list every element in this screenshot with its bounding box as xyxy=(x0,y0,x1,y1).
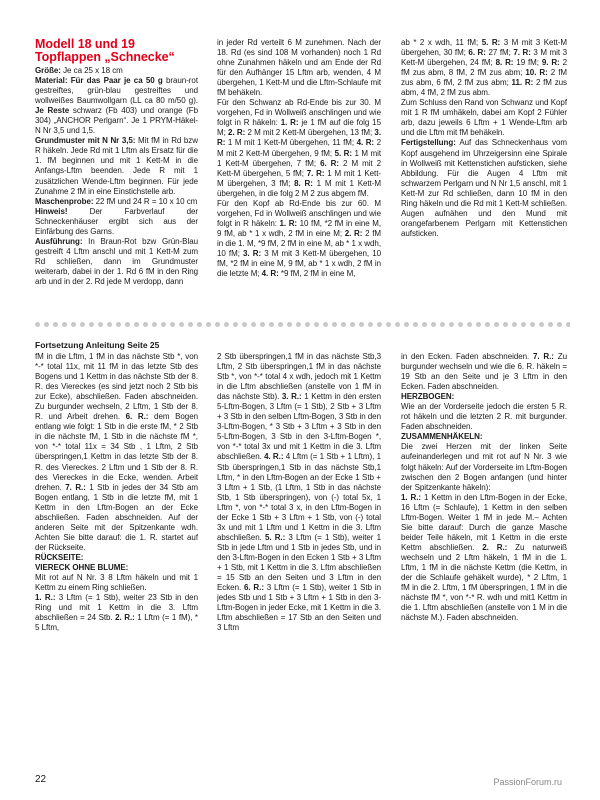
separator-dot xyxy=(530,322,535,327)
separator-dot xyxy=(512,322,517,327)
separator-dot xyxy=(458,322,463,327)
column-text xyxy=(217,38,381,279)
paragraph: Für den Kopf ab Rd-Ende bis zur 60. M vorgehen, Fd in Wollweiß anschlingen und wie folgt in R häkeln: 1. R: 10 fM, *2 fM in eine M, 9 fM, ab * 1 x wdh, 2 fM in eine M; 2. R: 2 fM in die 1. M, *9 fM, 2 fM in eine M, ab * 1 x wdh, 10 fM; 3. R: 3 M mit 3 Kett-M übergehen, 10 fM, *2 fM in eine M, 9 fM, ab * 1 x wdh, 2 fM in die letzte M; 4. R: *9 fM, 2 fM in eine M, xyxy=(217,198,381,279)
paragraph: Mit rot auf N Nr. 3 8 Lftm häkeln und mit 1 Kettm zu einem Ring schließen. xyxy=(35,573,198,593)
separator-dot xyxy=(170,322,175,327)
paragraph: 1. R.: 1 Kettm in den Lftm-Bogen in der Ecke, 16 Lftm (= Schlaufe), 1 Kettm in den selben Lftm-Bogen. Weiter 1 fM in jede M.– Achten Sie bitte darauf: Durch die ganze Masche beider Teile häkeln, mit 1 Kettm in die erste Kettm abschließen. 2. R.: Zu naturweiß wechseln und 2 Lftm häkeln, 1 fM in die 1. Lftm, 1 fM in die nächste Kettm (die Kettm, in der die Schlaufe gehäkelt wurde), * 2 Lftm, 1 fM in die 2. Lftm, 1 fM überspringen, 1 fM in die nächste fM *, von *-* R. wdh und mit1 Kettm in die 1. Lftm abschließen (anstelle von 1 M in die nächste M.). Faden abschneiden. xyxy=(401,492,567,623)
separator-dot xyxy=(332,322,337,327)
separator-dot xyxy=(152,322,157,327)
separator-dot xyxy=(467,322,472,327)
separator-dot xyxy=(368,322,373,327)
paragraph: Hinweis! Der Farbverlauf der Schneckenhäuser ergibt sich aus der Einfärbung des Garns. xyxy=(35,206,198,236)
separator-dot xyxy=(440,322,445,327)
paragraph: Maschenprobe: 22 fM und 24 R = 10 x 10 cm xyxy=(35,196,198,206)
column-text xyxy=(401,38,567,239)
paragraph: Material: Für das Paar je ca 50 g braun-rot gestreiftes, grün-blau gestreiftes und wollweißes Baumwollgarn (LL ca 80 m/50 g). Je Reste schwarz (Fb 403) und orange (Fb 304) „ANCHOR Perlgarn“. Je 1 PRYM-Häkel-N Nr 3,5 und 1,5. xyxy=(35,76,198,136)
separator-dot xyxy=(350,322,355,327)
title-line-1: Modell 18 und 19 xyxy=(35,38,135,51)
paragraph: ab * 2 x wdh, 11 fM; 5. R: 3 M mit 3 Kett-M übergehen, 30 fM; 6. R: 27 fM; 7. R: 3 M mit 3 Kett-M übergehen, 24 fM; 8. R: 19 fM; 9. R: 2 fM zus abm, 8 fM, 2 fM zus abm; 10. R: 2 fM zus abm, 6 fM, 2 fM zus abm; 11. R: 2 fM zus abm, 4 fM, 2 fM zus abm. xyxy=(401,38,567,98)
separator-dot xyxy=(179,322,184,327)
separator-dot xyxy=(251,322,256,327)
separator-dot xyxy=(143,322,148,327)
separator-dot xyxy=(377,322,382,327)
paragraph: Fertigstellung: Auf das Schneckenhaus vom Kopf ausgehend im Uhrzeigersinn eine Spirale in Wollweiß mit Kettenstichen aufsticken, siehe Abbildung. Für die Augen 4 Lftm mit schwarzem Perlgarn und N Nr 1,5 anschl, mit 1 Kett-M zur Rd schließen, dann 10 fM in den Ring häkeln und die Rd mit 1 Kett-M schließen. Augen aufnähen und den Mund mit orangefarbenem Perlgarn mit Kettenstichen aufsticken. xyxy=(401,138,567,238)
separator-dot xyxy=(323,322,328,327)
paragraph: Ausführung: In Braun-Rot bzw Grün-Blau gestreift 4 Lftm anschl und mit 1 Kett-M zum Rd schließen, dann im Grundmuster weiterarb, dabei in der 1. Rd 6 fM in den Ring arb und in der 2. Rd jede M verdopp, dann xyxy=(35,236,198,286)
separator-dot xyxy=(431,322,436,327)
separator-dot xyxy=(476,322,481,327)
separator-dot xyxy=(188,322,193,327)
paragraph: RÜCKSEITE: xyxy=(35,552,84,562)
separator-dot xyxy=(161,322,166,327)
separator-dot xyxy=(287,322,292,327)
separator-dot xyxy=(53,322,58,327)
separator-dot xyxy=(269,322,274,327)
paragraph: VIERECK OHNE BLUME: xyxy=(35,562,129,572)
separator-dot xyxy=(485,322,490,327)
paragraph: fM in die Lftm, 1 fM in das nächste Stb *, von *-* total 11x, mit 11 fM in das letzte Stb des Bogens und 1 Kettm in das nächste Stb der 8. R. des Viereckes (es sind jetzt noch 2 Stb bis zur Ecke), abschließen. Faden abschneiden. Zu burgunder wechseln, 2 Lftm, 1 Stb der 8. R. und Arbeit drehen. 6. R.: dem Bogen entlang wie folgt: 1 Stb in die erste fM, * 2 Stb in die nächste fM, 1 Stb in die nächste fM *, von *-* total 11x = 34 Stb , 1 Lftm, 2 Stb überspringen,1 Kettm in das letzte Stb der 8. R. des Viereckes. 2 Lftm und 1 Stb der 8. R. des Viereckes in die Ecke, wenden. Arbeit drehen. 7. R.: 1 Stb in jedes der 34 Stb am Bogen entlang, 1 Stb in die letzte fM, mit 1 Kettm in den Lftm-Bogen an der Ecke abschließen. Faden abschneiden. Auf der anderen Seite mit der Spitzenkante wdh. Achten Sie bitte darauf: die 1. R. startet auf der Rückseite. xyxy=(35,352,198,552)
model-title xyxy=(35,38,198,63)
separator-dot xyxy=(341,322,346,327)
top-column-3 xyxy=(401,38,567,320)
page-number: 22 xyxy=(35,774,47,785)
continued-heading: Fortsetzung Anleitung Seite 25 xyxy=(35,340,160,350)
separator-dot xyxy=(413,322,418,327)
paragraph: 2 Stb überspringen,1 fM in das nächste Stb,3 Lftm, 2 Stb überspringen,1 fM in das nächste Stb *, von *-* total 4 x wdh, jedoch mit 1 Kettm in die Lftm abschließen (anstelle von 1 fM in das nächste Stb). 3. R.: 1 Kettm in den ersten 5-Lftm-Bogen, 3 Lftm (= 1 Stb), 2 Stb + 3 Lftm + 3 Stb in den selben Lftm-Bogen, 3 Stb in den 3-Lftm-Bogen, * 3 Stb + 3 Lftm + 3 Stb in den 5-Lftm-Bogen, 3 Stb in den 3-Lftm-Bogen *, von *-* total 3x und mit 1 Kettm in die 3. Lftm abschließen. 4. R.: 4 Lftm (= 1 Stb + 1 Lftm), 1 Stb überspringen,1 Stb in das nächste Stb,1 Lftm, * in den Lftm-Bogen an der Ecke 1 Stb + 3 Lftm + 1 Stb, (1 Lftm, 1 Stb in das nächste Stb, 1 Stb überspringen), von (-) total 5x, 1 Lftm *, von *-* total 3 x, in den Lftm-Bogen in der Ecke 1 Stb + 3 Lftm + 1 Stb, von (-) total 3x und mit 1 Lftm und 1 Kettm in die 3. Lftm abschließen. 5. R.: 3 Lftm (= 1 Stb), weiter 1 Stb in jede Lftm und 1 Stb in jedes Stb, und in den 3-Lftm-Bogen in den Ecken 1 Stb + 3 Lftm + 1 Stb, mit 1 Kettm in die 3. Lftm abschließen = 15 Stb an den Seiten und 3 Lftm in den Ecken. 6. R.: 3 Lftm (= 1 Stb), weiter 1 Stb in jedes Stb und 1 Stb + 3 Lftm + 1 Stb in den 3-Lftm-Bogen in jeder Ecke, mit 1 Kettm in die 3. Lftm abschließen = 17 Stb an den Seiten und 3 Lftm xyxy=(217,352,381,633)
column-text xyxy=(401,352,567,623)
separator-dot xyxy=(548,322,553,327)
dotted-separator xyxy=(35,322,570,328)
separator-dot xyxy=(359,322,364,327)
separator-dot xyxy=(35,322,40,327)
paragraph: Die zwei Herzen mit der linken Seite aufeinanderlegen und mit rot auf N Nr. 3 wie folgt häkeln: Auf der Vorderseite im Lftm-Bogen zwischen den 2 Bogen anfangen (und hinter der Spitzenkante häkeln): xyxy=(401,442,567,492)
separator-dot xyxy=(449,322,454,327)
separator-dot xyxy=(305,322,310,327)
paragraph: Größe: Je ca 25 x 18 cm xyxy=(35,66,123,75)
bottom-column-2 xyxy=(217,352,381,774)
separator-dot xyxy=(125,322,130,327)
bottom-column-3 xyxy=(401,352,567,774)
separator-dot xyxy=(539,322,544,327)
separator-dot xyxy=(71,322,76,327)
separator-dot xyxy=(62,322,67,327)
separator-dot xyxy=(404,322,409,327)
separator-dot xyxy=(98,322,103,327)
separator-dot xyxy=(386,322,391,327)
top-column-2 xyxy=(217,38,381,320)
paragraph: 1. R.: 3 Lftm (= 1 Stb), weiter 23 Stb in den Ring und mit 1 Kettm in die 3. Lftm abschließen = 24 Stb. 2. R.: 1 Lftm (= 1 fM), * 5 Lftm, xyxy=(35,593,198,633)
separator-dot xyxy=(197,322,202,327)
separator-dot xyxy=(503,322,508,327)
separator-dot xyxy=(422,322,427,327)
separator-dot xyxy=(107,322,112,327)
paragraph: Für den Schwanz ab Rd-Ende bis zur 30. M vorgehen, Fd in Wollweiß anschlingen und wie folgt in R häkeln: 1. R: je 1 fM auf die folg 15 M; 2. R: 2 M mit 2 Kett-M übergehen, 13 fM; 3. R: 1 M mit 1 Kett-M übergehen, 11 fM; 4. R: 2 M mit 2 Kett-M übergehen, 9 fM; 5. R: 1 M mit 1 Kett-M übergehen, 7 fM; 6. R: 2 M mit 2 Kett-M übergehen, 5 fM; 7. R: 1 M mit 1 Kett-M übergehen, 3 fM; 8. R: 1 M mit 1 Kett-M übergehen, in die folg 2 M 2 zus abgem fM. xyxy=(217,98,381,198)
separator-dot xyxy=(296,322,301,327)
bottom-column-1 xyxy=(35,352,198,774)
paragraph: in den Ecken. Faden abschneiden. 7. R.: Zu burgunder wechseln und wie die 6. R. häkeln = 19 Stb an den Seite und je 3 Lftm in den Ecken. Faden abschneiden. xyxy=(401,352,567,392)
separator-dot xyxy=(566,322,570,327)
top-column-1 xyxy=(35,38,198,320)
separator-dot xyxy=(134,322,139,327)
separator-dot xyxy=(242,322,247,327)
separator-dot xyxy=(89,322,94,327)
separator-dot xyxy=(233,322,238,327)
paragraph: HERZBOGEN: xyxy=(401,392,455,402)
separator-dot xyxy=(314,322,319,327)
separator-dot xyxy=(521,322,526,327)
separator-dot xyxy=(494,322,499,327)
separator-dot xyxy=(224,322,229,327)
column-text xyxy=(35,352,198,633)
separator-dot xyxy=(557,322,562,327)
title-line-2: Topflappen „Schnecke“ xyxy=(35,49,175,64)
separator-dot xyxy=(278,322,283,327)
paragraph: Zum Schluss den Rand von Schwanz und Kopf mit 1 R fM umhäkeln, dabei am Kopf 2 Fühler arb, dazu jeweils 6 Lftm + 1 Wende-Lftm arb und die Lftm mit fM behäkeln. xyxy=(401,98,567,138)
paragraph: ZUSAMMENHÄKELN: xyxy=(401,432,483,442)
paragraph: Grundmuster mit N Nr 3,5: Mit fM in Rd bzw R häkeln. Jede Rd mit 1 Lftm als Ersatz für die 1. fM beginnen und mit 1 Kett-M in die Anfangs-Lftm beenden. Jede R mit 1 zusätzlichen Wende-Lftm beginnen. Für jede Zunahme 2 fM in eine Einstichstelle arb. xyxy=(35,136,198,196)
separator-dot xyxy=(260,322,265,327)
separator-dot xyxy=(116,322,121,327)
separator-dot xyxy=(395,322,400,327)
separator-dot xyxy=(80,322,85,327)
column-text xyxy=(217,352,381,633)
paragraph: Wie an der Vorderseite jedoch die ersten 5 R. rot häkeln und die letzten 2 R. mit burgunder. Faden abschneiden. xyxy=(401,402,567,432)
paragraph: in jeder Rd verteilt 6 M zunehmen. Nach der 18. Rd (es sind 108 M vorhanden) noch 1 Rd ohne Zunahmen häkeln und am Ende der Rd für den Aufhänger 15 Lftm arb, wenden, 4 M übergehen, 1 Kett-M und die Lftm-Schlaufe mit fM behäkeln. xyxy=(217,38,381,98)
separator-dot xyxy=(44,322,49,327)
separator-dot xyxy=(215,322,220,327)
watermark: PassionForum.ru xyxy=(493,777,562,787)
separator-dot xyxy=(206,322,211,327)
column-text xyxy=(35,66,198,287)
